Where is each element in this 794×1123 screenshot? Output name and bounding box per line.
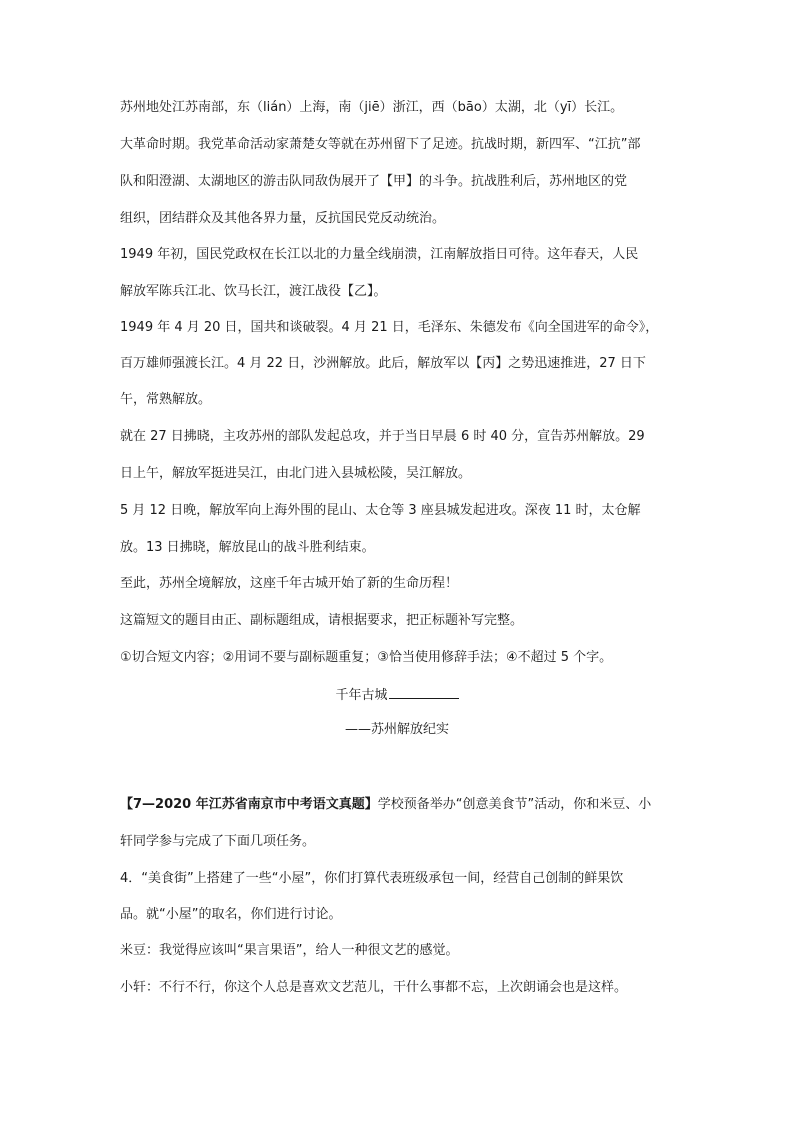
passage-line-13: 放。13 日拂晓，解放昆山的战斗胜利结束。 [120, 540, 375, 555]
passage-line-4: 组织，团结群众及其他各界力量，反抗国民党反动统治。 [120, 211, 446, 226]
passage-line-11: 日上午，解放军挺进吴江，由北门进入县城松陵，吴江解放。 [120, 466, 472, 481]
passage-line-1: 苏州地处江苏南部，东（lián）上海，南（jiē）浙江，西（bāo）太湖，北（yī）长江。 [120, 100, 624, 115]
passage-line-2: 大革命时期。我党革命活动家萧楚女等就在苏州留下了足迹。抗战时期，新四军、“江抗”部 [120, 137, 641, 152]
dialogue-xiaoxuan: 小轩：不行不行，你这个人总是喜欢文艺范儿，干什么事都不忘，上次朗诵会也是这样。 [120, 980, 628, 995]
question7-intro-line-1 [120, 796, 680, 814]
passage-line-14: 至此，苏州全境解放，这座千年古城开始了新的生命历程！ [120, 576, 459, 591]
passage-line-9: 午，常熟解放。 [120, 392, 212, 407]
passage-line-8: 百万雄师强渡长江。4 月 22 日，沙洲解放。此后，解放军以【丙】之势迅速推进，27 日下 [120, 356, 646, 371]
question4-line-1: 4．“美食街”上搭建了一些“小屋”，你们打算代表班级承包一间，经营自己创制的鲜果饮 [120, 871, 624, 886]
passage-line-10: 就在 27 日拂晓，主攻苏州的部队发起总攻，并于当日早晨 6 时 40 分，宣告苏州解放。29 [120, 429, 645, 444]
title-main-row [0, 685, 794, 705]
passage-line-7: 1949 年 4 月 20 日，国共和谈破裂。4 月 21 日，毛泽东、朱德发布《向全国进军的命令》， [120, 320, 659, 335]
question-prompt: 这篇短文的题目由正、副标题组成，请根据要求，把正标题补写完整。 [120, 613, 524, 628]
question7-intro-line-2: 轩同学参与完成了下面几项任务。 [120, 834, 316, 849]
title-main: 千年古城 [335, 688, 388, 703]
question4-line-2: 品。就“小屋”的取名，你们进行讨论。 [120, 907, 342, 922]
passage-line-3: 队和阳澄湖、太湖地区的游击队同敌伪展开了【甲】的斗争。抗战胜利后，苏州地区的党 [120, 174, 628, 189]
dialogue-midou: 米豆：我觉得应该叫“果言果语”，给人一种很文艺的感觉。 [120, 943, 459, 958]
passage-line-6: 解放军陈兵江北、饮马长江，渡江战役【乙】。 [120, 284, 387, 299]
passage-line-5: 1949 年初，国民党政权在长江以北的力量全线崩溃，江南解放指日可待。这年春天，人民 [120, 247, 639, 262]
title-answer-blank[interactable] [389, 685, 459, 699]
question-requirements: ①切合短文内容；②用词不要与副标题重复；③恰当使用修辞手法；④不超过 5 个字。 [120, 650, 613, 665]
passage-line-12: 5 月 12 日晚，解放军向上海外围的昆山、太仓等 3 座县城发起进攻。深夜 11 时，太仓解 [120, 503, 641, 518]
question7-intro-text: 学校预备举办“创意美食节”活动，你和米豆、小 [377, 797, 652, 812]
question7-source: 【7—2020 年江苏省南京市中考语文真题】 [120, 797, 378, 812]
title-subtitle: ——苏州解放纪实 [344, 722, 449, 737]
